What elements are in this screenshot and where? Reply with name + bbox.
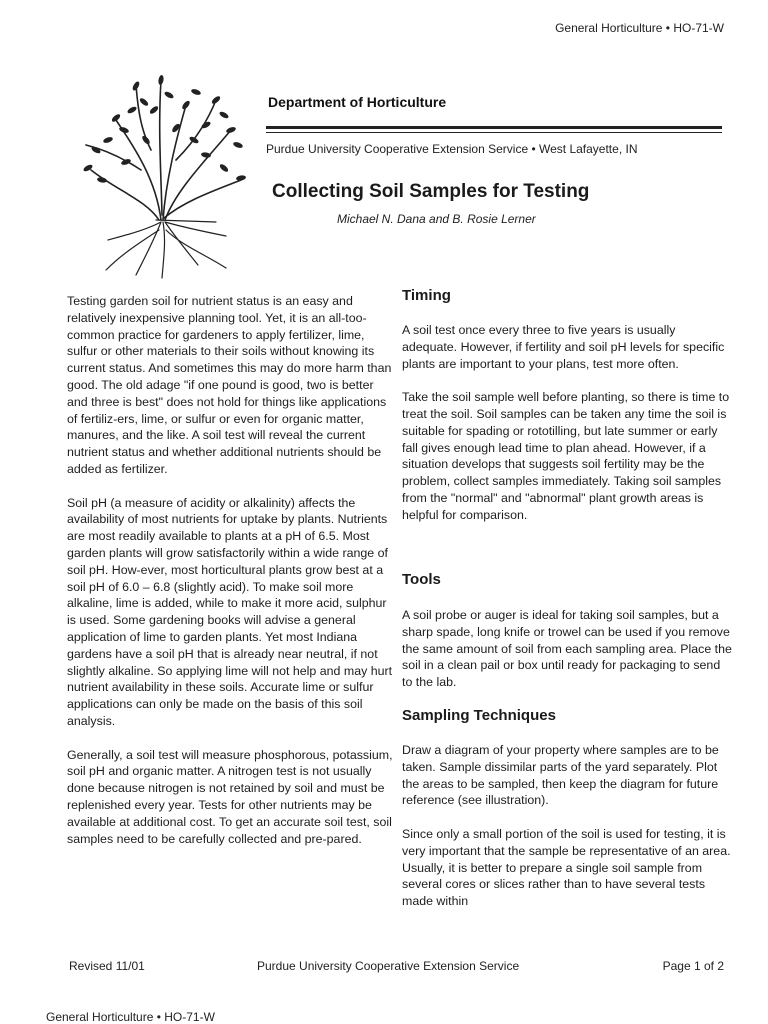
tools-section (402, 607, 732, 708)
paragraph: Generally, a soil test will measure phosphorous, potassium, soil pH and organic matter. A nitrogen test is not usually done because nitrogen is not retained by soil and must be replenished every year. Tests for other nutrients may be available at additional cost. To get an accurate soil test, soil samples need to be carefully collected and pre-pared. (67, 747, 393, 846)
left-column (67, 293, 393, 864)
paragraph: Since only a small portion of the soil is used for testing, it is very important that the sample be representative of an area. Usually, it is better to prepare a single soil sample from several cores or slices rather than to have several tests made within (402, 826, 731, 909)
header-rule-thick (266, 126, 722, 129)
footer-page-number: Page 1 of 2 (662, 959, 724, 973)
next-page-running-head: General Horticulture • HO-71-W (46, 1010, 215, 1024)
department-name: Department of Horticulture (268, 94, 447, 110)
paragraph: Draw a diagram of your property where samples are to be taken. Sample dissimilar parts of the yard separately. Plot the areas to be sampled, then keep the diagram for future reference (see illustration). (402, 743, 719, 808)
paragraph: Soil pH (a measure of acidity or alkalinity) affects the availability of most nutrients for uptake by plants. Nutrients are most readily available to plants at a pH of 6.5. Most garden plants will grow satisfactorily within a wide range of soil pH. How-ever, most horticultural plants grow best at a soil pH of 6.0 – 6.8 (slightly acid). To make soil more alkaline, lime is added, while to make it more acid, sulphur is used. Some gardening books will advise a general application of lime to garden plants. Yet most Indiana gardens have a soil pH that is already near neutral, if not slightly alkaline. So applying lime will not help and may hurt nutrient availability in these soils. Accurate lime or sulfur applications can only be made on the basis of this soil analysis. (67, 495, 393, 728)
sampling-section (402, 742, 732, 927)
paragraph: Take the soil sample well before planting, so there is time to treat the soil. Soil samples can be taken any time the soil is suitable for spading or rototilling, but late summer or early fall gives enough lead time to plan ahead. However, if a situation develops that suggests soil fertility may be the problem, collect samples immediately. Taking soil samples from the "normal" and "abnormal" plant growth areas is helpful for comparison. (402, 390, 730, 522)
header-rule-thin (266, 132, 722, 133)
section-heading-timing: Timing (402, 287, 451, 304)
paragraph: Testing garden soil for nutrient status is an easy and relatively inexpensive planning tool. Yet, it is an all-too-common practice for gardeners to apply fertilizer, lime, sulfur or other materials to their soils without knowing its current status. And sometimes this may do more harm than good. The old adage "if one pound is good, two is better and three is best" does not hold for things like applications of fertiliz-ers, lime, or sulfur or even for organic matter, manures, and the like. A soil test will reveal the current nutrient status and whether additional nutrients should be added as fertilizer. (67, 294, 392, 476)
paragraph: A soil test once every three to five years is usually adequate. However, if fertility and soil pH levels for specific plants are important to your plans, test more often. (402, 323, 725, 371)
footer-revised: Revised 11/01 (69, 959, 145, 973)
paragraph: A soil probe or auger is ideal for taking soil samples, but a sharp spade, long knife or trowel can be used if you remove the same amount of soil from each sampling area. Place the soil in a clean pail or box until ready for packaging to send to the lab. (402, 608, 732, 690)
section-heading-sampling-techniques: Sampling Techniques (402, 707, 556, 724)
footer-publisher: Purdue University Cooperative Extension Service (257, 959, 520, 973)
running-head: General Horticulture • HO-71-W (555, 21, 724, 35)
plant-illustration-logo (66, 50, 256, 282)
section-heading-tools: Tools (402, 571, 441, 588)
document-title: Collecting Soil Samples for Testing (272, 181, 590, 202)
timing-section (402, 322, 732, 540)
authors: Michael N. Dana and B. Rosie Lerner (337, 212, 536, 226)
extension-service-line: Purdue University Cooperative Extension Service • West Lafayette, IN (266, 142, 638, 156)
